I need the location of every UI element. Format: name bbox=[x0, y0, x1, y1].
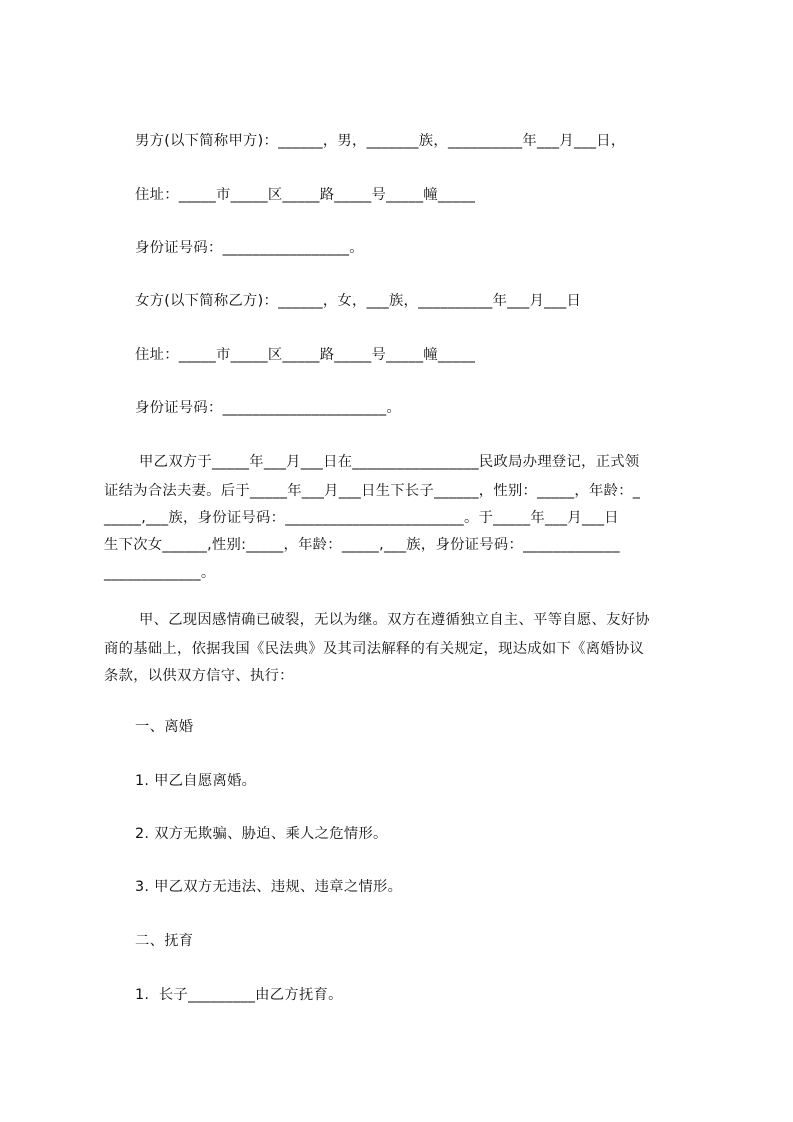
marriage-paragraph-line-4: 生下次女______,性别:_____，年龄：_____,___族，身份证号码：_____________ bbox=[104, 537, 620, 553]
marriage-paragraph-line-1: 甲乙双方于_____年___月___日在_________________民政局办理登记，正式领 bbox=[139, 454, 640, 470]
divorce-item-3: 3. 甲乙双方无违法、违规、违章之情形。 bbox=[135, 879, 403, 895]
marriage-paragraph-line-2: 证结为合法夫妻。后于_____年___月___日生下长子______，性别：_____，年龄：_ bbox=[104, 483, 641, 499]
divorce-item-1: 1. 甲乙自愿离婚。 bbox=[135, 773, 257, 789]
male-id-line: 身份证号码：_________________。 bbox=[135, 240, 364, 256]
marriage-paragraph-line-3: _____,___族，身份证号码：________________________。于_____年___月___日 bbox=[104, 510, 619, 526]
section-divorce-heading: 一、离婚 bbox=[135, 719, 194, 735]
female-address-line: 住址：_____市_____区_____路_____号_____幢_____ bbox=[135, 347, 476, 363]
section-custody-heading: 二、抚育 bbox=[135, 933, 194, 949]
male-party-line: 男方(以下简称甲方)：______，男，_______族，__________年___月___日， bbox=[135, 133, 626, 149]
male-address-line: 住址：_____市_____区_____路_____号_____幢_____ bbox=[135, 187, 476, 203]
reason-paragraph-line-3: 条款，以供双方信守、执行： bbox=[104, 668, 294, 684]
reason-paragraph-line-1: 甲、乙现因感情确已破裂，无以为继。双方在遵循独立自主、平等自愿、友好协 bbox=[139, 612, 650, 628]
divorce-item-2: 2. 双方无欺骗、胁迫、乘人之危情形。 bbox=[135, 826, 388, 842]
marriage-paragraph-line-5: _____________。 bbox=[104, 565, 216, 581]
female-party-line: 女方(以下简称乙方)：______，女，___族，__________年___月___日 bbox=[135, 293, 582, 309]
reason-paragraph-line-2: 商的基础上，依据我国《民法典》及其司法解释的有关规定，现达成如下《离婚协议 bbox=[104, 641, 645, 657]
custody-item-1: 1. 长子_________由乙方抚育。 bbox=[135, 987, 343, 1003]
female-id-line: 身份证号码：______________________。 bbox=[135, 400, 402, 416]
